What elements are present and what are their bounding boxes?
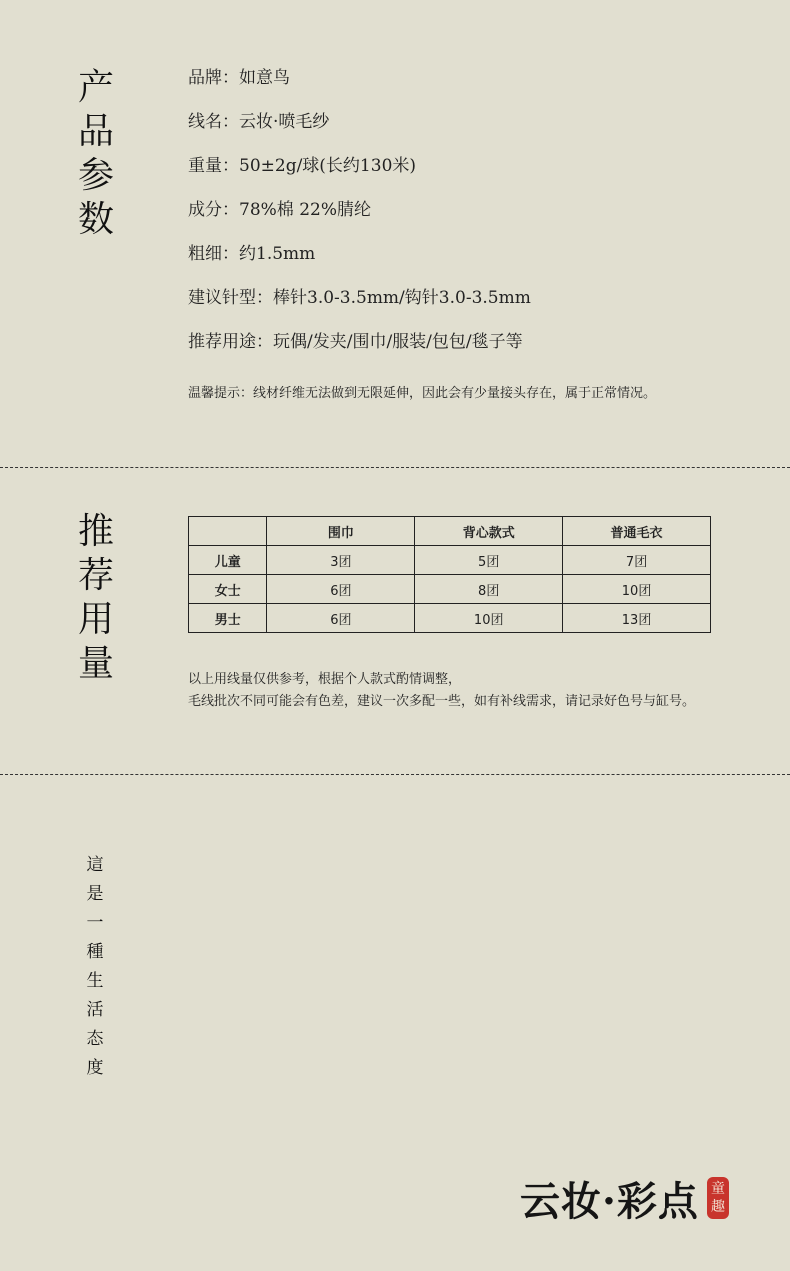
slogan-char: 一 <box>86 913 104 933</box>
title-char: 数 <box>78 199 115 240</box>
table-cell: 3团 <box>267 546 415 575</box>
table-row-label: 女士 <box>189 575 267 604</box>
param-warm-tip: 温馨提示：线材纤维无法做到无限延伸，因此会有少量接头存在，属于正常情况。 <box>188 386 657 401</box>
table-cell: 7团 <box>563 546 711 575</box>
table-cell: 13团 <box>563 604 711 633</box>
slogan-char: 度 <box>86 1058 104 1078</box>
table-header-cell <box>189 517 267 546</box>
dashed-divider <box>0 467 790 468</box>
table-row <box>189 546 711 575</box>
brand-logo <box>520 1172 729 1224</box>
param-composition: 成分：78%棉 22%腈纶 <box>188 200 371 220</box>
param-yarn-name: 线名：云妆·喷毛纱 <box>188 112 330 132</box>
table-row-label: 儿童 <box>189 546 267 575</box>
slogan-char: 态 <box>86 1029 104 1049</box>
title-char: 用 <box>78 599 115 640</box>
usage-table <box>188 516 711 633</box>
slogan-char: 活 <box>86 1000 104 1020</box>
vertical-slogan <box>82 853 108 1085</box>
brand-logo-text: 云妆·彩点 <box>520 1177 699 1225</box>
table-header-row <box>189 517 711 546</box>
table-row-label: 男士 <box>189 604 267 633</box>
slogan-char: 這 <box>86 855 104 875</box>
title-char: 产 <box>78 67 115 108</box>
slogan-char: 種 <box>86 942 104 962</box>
table-header-cell: 围巾 <box>267 517 415 546</box>
product-params-list <box>188 66 768 401</box>
table-cell: 8团 <box>415 575 563 604</box>
table-header-cell: 普通毛衣 <box>563 517 711 546</box>
title-char: 品 <box>78 111 115 152</box>
title-char: 荐 <box>78 555 115 596</box>
title-char: 量 <box>78 643 115 684</box>
param-thickness: 粗细：约1.5mm <box>188 244 316 264</box>
table-row <box>189 604 711 633</box>
title-char: 推 <box>78 511 115 552</box>
section-title-product-params <box>78 66 118 242</box>
usage-note-line: 以上用线量仅供参考，根据个人款式酌情调整， <box>188 672 462 687</box>
table-row <box>189 575 711 604</box>
usage-note-line: 毛线批次不同可能会有色差，建议一次多配一些，如有补线需求，请记录好色号与缸号。 <box>188 694 696 709</box>
param-needle-size: 建议针型：棒针3.0-3.5mm/钩针3.0-3.5mm <box>188 288 531 308</box>
table-cell: 10团 <box>415 604 563 633</box>
table-header-cell: 背心款式 <box>415 517 563 546</box>
table-cell: 10团 <box>563 575 711 604</box>
param-weight: 重量：50±2g/球(长约130米) <box>188 156 417 176</box>
brand-seal <box>707 1177 729 1219</box>
table-cell: 6团 <box>267 575 415 604</box>
slogan-char: 生 <box>86 971 104 991</box>
seal-char: 童 <box>710 1181 725 1197</box>
table-cell: 6团 <box>267 604 415 633</box>
seal-char: 趣 <box>710 1199 725 1215</box>
param-uses: 推荐用途：玩偶/发夹/围巾/服装/包包/毯子等 <box>188 332 523 352</box>
table-cell: 5团 <box>415 546 563 575</box>
title-char: 参 <box>78 155 115 196</box>
section-title-recommended-usage <box>78 510 118 686</box>
dashed-divider <box>0 774 790 775</box>
slogan-char: 是 <box>86 884 104 904</box>
param-brand: 品牌：如意鸟 <box>188 68 290 88</box>
usage-notes <box>188 669 778 713</box>
